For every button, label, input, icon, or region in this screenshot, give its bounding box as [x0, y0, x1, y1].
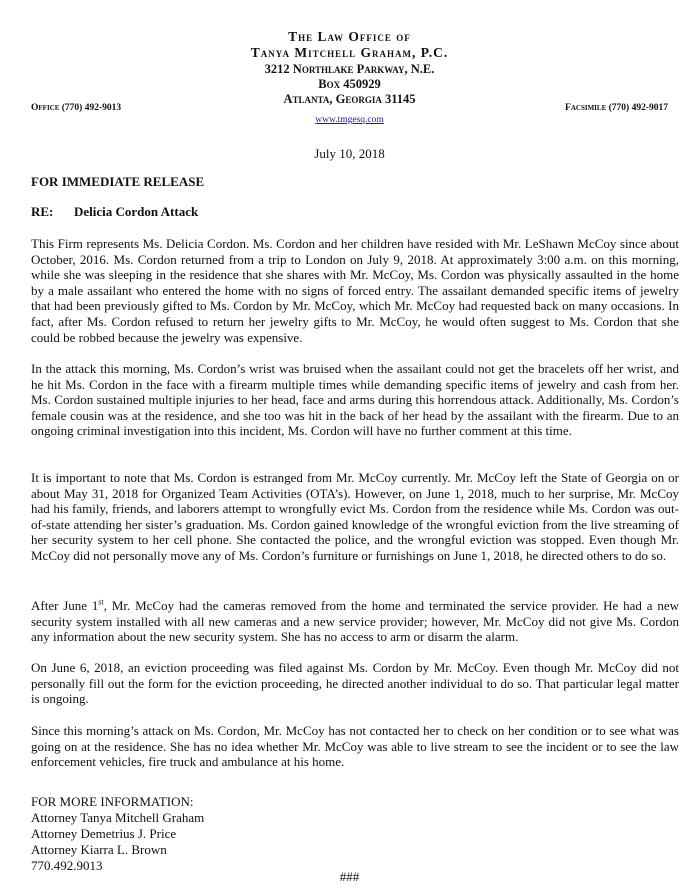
- paragraph-4-rest: , Mr. McCoy had the cameras removed from the home and terminated the service provider. He had a new security system installed with all new cameras and a new service provider; however, Mr. McCoy did not give Ms. Cordon any information about the new security system. She has no access to arm or disarm the alarm.: [31, 598, 679, 645]
- re-subject: Delicia Cordon Attack: [74, 204, 199, 219]
- release-heading: FOR IMMEDIATE RELEASE: [31, 174, 205, 189]
- website-link[interactable]: www.tmgesq.com: [315, 115, 384, 125]
- ordinal-suffix: st: [98, 597, 104, 607]
- body-paragraph-1: This Firm represents Ms. Delicia Cordon. Ms. Cordon and her children have resided with Mr. LeShawn McCoy since about October, 2016. Ms. Cordon returned from a trip to London on July 9, 2018. At approximately 3:00 a.m. on this morning, while she was sleeping in the residence that she shares with Mr. McCoy, Ms. Cordon was physically assaulted in the home by a male assailant who entered the home with no signs of forced entry. The assailant demanded specific items of jewelry that had been previously gifted to Ms. Cordon by Mr. McCoy, which Mr. McCoy had requested back on many occasions. In fact, after Ms. Cordon refused to return her jewelry gifts to Mr. McCoy, he would often suggest to Ms. Cordon that she could be robbed because the jewelry was expensive.: [31, 236, 679, 345]
- letterhead-street: 3212 Northlake Parkway, N.E.: [264, 62, 435, 76]
- body-paragraph-3: It is important to note that Ms. Cordon is estranged from Mr. McCoy currently. Mr. McCoy left the State of Georgia on or about May 31, 2018 for Organized Team Activities (OTA’s). However, on June 1, 2018, much to her surprise, Mr. McCoy had his family, friends, and laborers attempt to wrongfully evict Ms. Cordon from the residence while Ms. Cordon was out-of-state attending her sister’s graduation. Ms. Cordon gained knowledge of the wrongful eviction from the live streaming of her security system to her cell phone. She contacted the police, and the wrongful eviction was stopped. Even though Mr. McCoy did not personally move any of Ms. Cordon’s furniture or furnishings on June 1, 2018, he directed others to do so.: [31, 470, 679, 563]
- contact-attorney-3: Attorney Kiarra L. Brown: [31, 842, 167, 857]
- letterhead-city: Atlanta, Georgia 31145: [283, 92, 416, 106]
- letterhead-firm-line: The Law Office of: [288, 29, 411, 44]
- contact-attorney-1: Attorney Tanya Mitchell Graham: [31, 810, 205, 825]
- body-paragraph-4: [31, 598, 679, 645]
- facsimile-number: Facsimile (770) 492-9017: [565, 103, 668, 113]
- body-paragraph-6: Since this morning’s attack on Ms. Cordon, Mr. McCoy has not contacted her to check on her condition or to see what was going on at the residence. She has no idea whether Mr. McCoy was able to live stream to see the incident or to see the law enforcement vehicles, fire truck and ambulance at his home.: [31, 723, 679, 770]
- release-date: July 10, 2018: [314, 146, 385, 161]
- letterhead-firm-name: Tanya Mitchell Graham, P.C.: [250, 45, 449, 60]
- contact-attorney-2: Attorney Demetrius J. Price: [31, 826, 177, 841]
- contact-block: [31, 794, 204, 874]
- office-phone: Office (770) 492-9013: [31, 103, 122, 113]
- body-paragraph-2: In the attack this morning, Ms. Cordon’s wrist was bruised when the assailant could not get the bracelets off her wrist, and he hit Ms. Cordon in the face with a firearm multiple times while demanding specific items of jewelry and cash from her. Ms. Cordon sustained multiple injuries to her head, face and arms during this horrendous attack. Additionally, Ms. Cordon’s female cousin was at the residence, and she too was hit in the back of her head by the assailant with the firearm. Due to an ongoing criminal investigation into this incident, Ms. Cordon will have no further comment at this time.: [31, 361, 679, 439]
- letterhead-box: Box 450929: [318, 77, 381, 91]
- re-label: RE:: [31, 204, 54, 219]
- end-mark: ###: [339, 869, 360, 884]
- contact-heading: FOR MORE INFORMATION:: [31, 794, 194, 809]
- contact-phone: 770.492.9013: [31, 858, 103, 873]
- body-paragraph-5: On June 6, 2018, an eviction proceeding was filed against Ms. Cordon by Mr. McCoy. Even though Mr. McCoy did not personally fill out the form for the eviction proceeding, he directed another individual to do so. That particular legal matter is ongoing.: [31, 660, 679, 707]
- paragraph-4-start: After June 1: [31, 598, 99, 613]
